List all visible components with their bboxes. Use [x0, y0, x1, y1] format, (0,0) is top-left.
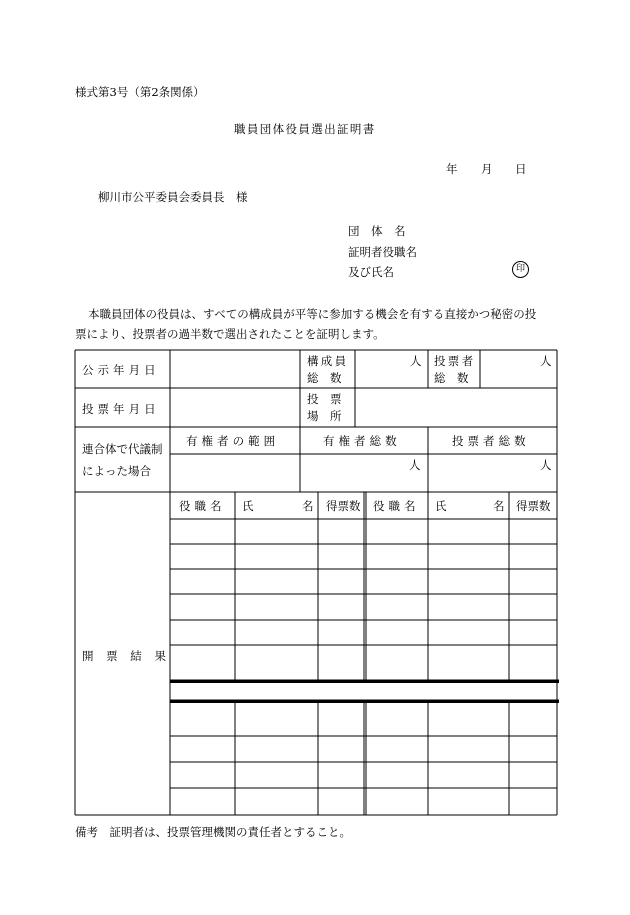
seal-mark: 印	[512, 261, 529, 278]
vote-place-line-2: 場 所	[307, 409, 342, 423]
col-name-2a: 氏	[435, 499, 447, 513]
members-total-line-2: 総 数	[307, 371, 342, 385]
footer-note: 備考 証明者は、投票管理機関の責任者とすること。	[75, 825, 351, 839]
eligible-total-unit: 人	[409, 458, 421, 472]
col-name-2b: 名	[493, 499, 505, 513]
members-total-label	[307, 353, 348, 387]
voter-total-header: 投票者総数	[452, 434, 530, 448]
date-month: 月	[481, 162, 493, 176]
vote-date-label: 投票年月日	[82, 402, 160, 416]
announce-date-label: 公示年月日	[82, 363, 160, 377]
members-total-unit: 人	[410, 354, 422, 368]
name-label: 及び氏名	[348, 265, 394, 279]
voter-total-unit: 人	[540, 458, 552, 472]
document-title: 職員団体役員選出証明書	[234, 122, 376, 136]
statement-line-2: 票により、投票者の過半数で選出されたことを証明します。	[75, 327, 385, 341]
voters-total-label	[434, 353, 475, 387]
vote-place-label	[307, 391, 342, 425]
voters-total-unit: 人	[540, 354, 552, 368]
delegate-line-1: 連合体で代議制	[82, 442, 163, 456]
voters-total-line-1: 投票者	[434, 354, 476, 368]
eligible-range-header: 有権者の範囲	[186, 434, 280, 448]
col-position-1: 役職名	[179, 499, 226, 513]
position-label: 証明者役職名	[348, 245, 417, 259]
col-position-2: 役職名	[373, 499, 420, 513]
col-name-1a: 氏	[242, 499, 254, 513]
date-year: 年	[446, 162, 458, 176]
results-label: 開票結果	[82, 649, 179, 663]
delegate-line-2: によった場合	[82, 464, 151, 478]
col-name-1b: 名	[302, 499, 314, 513]
statement-line-1: 本職員団体の役員は、すべての構成員が平等に参加する機会を有する直接かつ秘密の投	[88, 307, 537, 321]
date-day: 日	[515, 162, 527, 176]
vote-place-line-1: 投 票	[307, 392, 342, 406]
col-votes-1: 得票数	[326, 499, 361, 513]
addressee: 柳川市公平委員会委員長 様	[98, 190, 248, 204]
members-total-line-1: 構成員	[307, 354, 349, 368]
election-table	[75, 350, 557, 815]
voters-total-line-2: 総 数	[434, 371, 469, 385]
org-name-label: 団 体 名	[348, 224, 406, 238]
form-number: 様式第3号（第2条関係）	[75, 85, 205, 99]
col-votes-2: 得票数	[516, 499, 551, 513]
eligible-total-header: 有権者総数	[323, 434, 401, 448]
